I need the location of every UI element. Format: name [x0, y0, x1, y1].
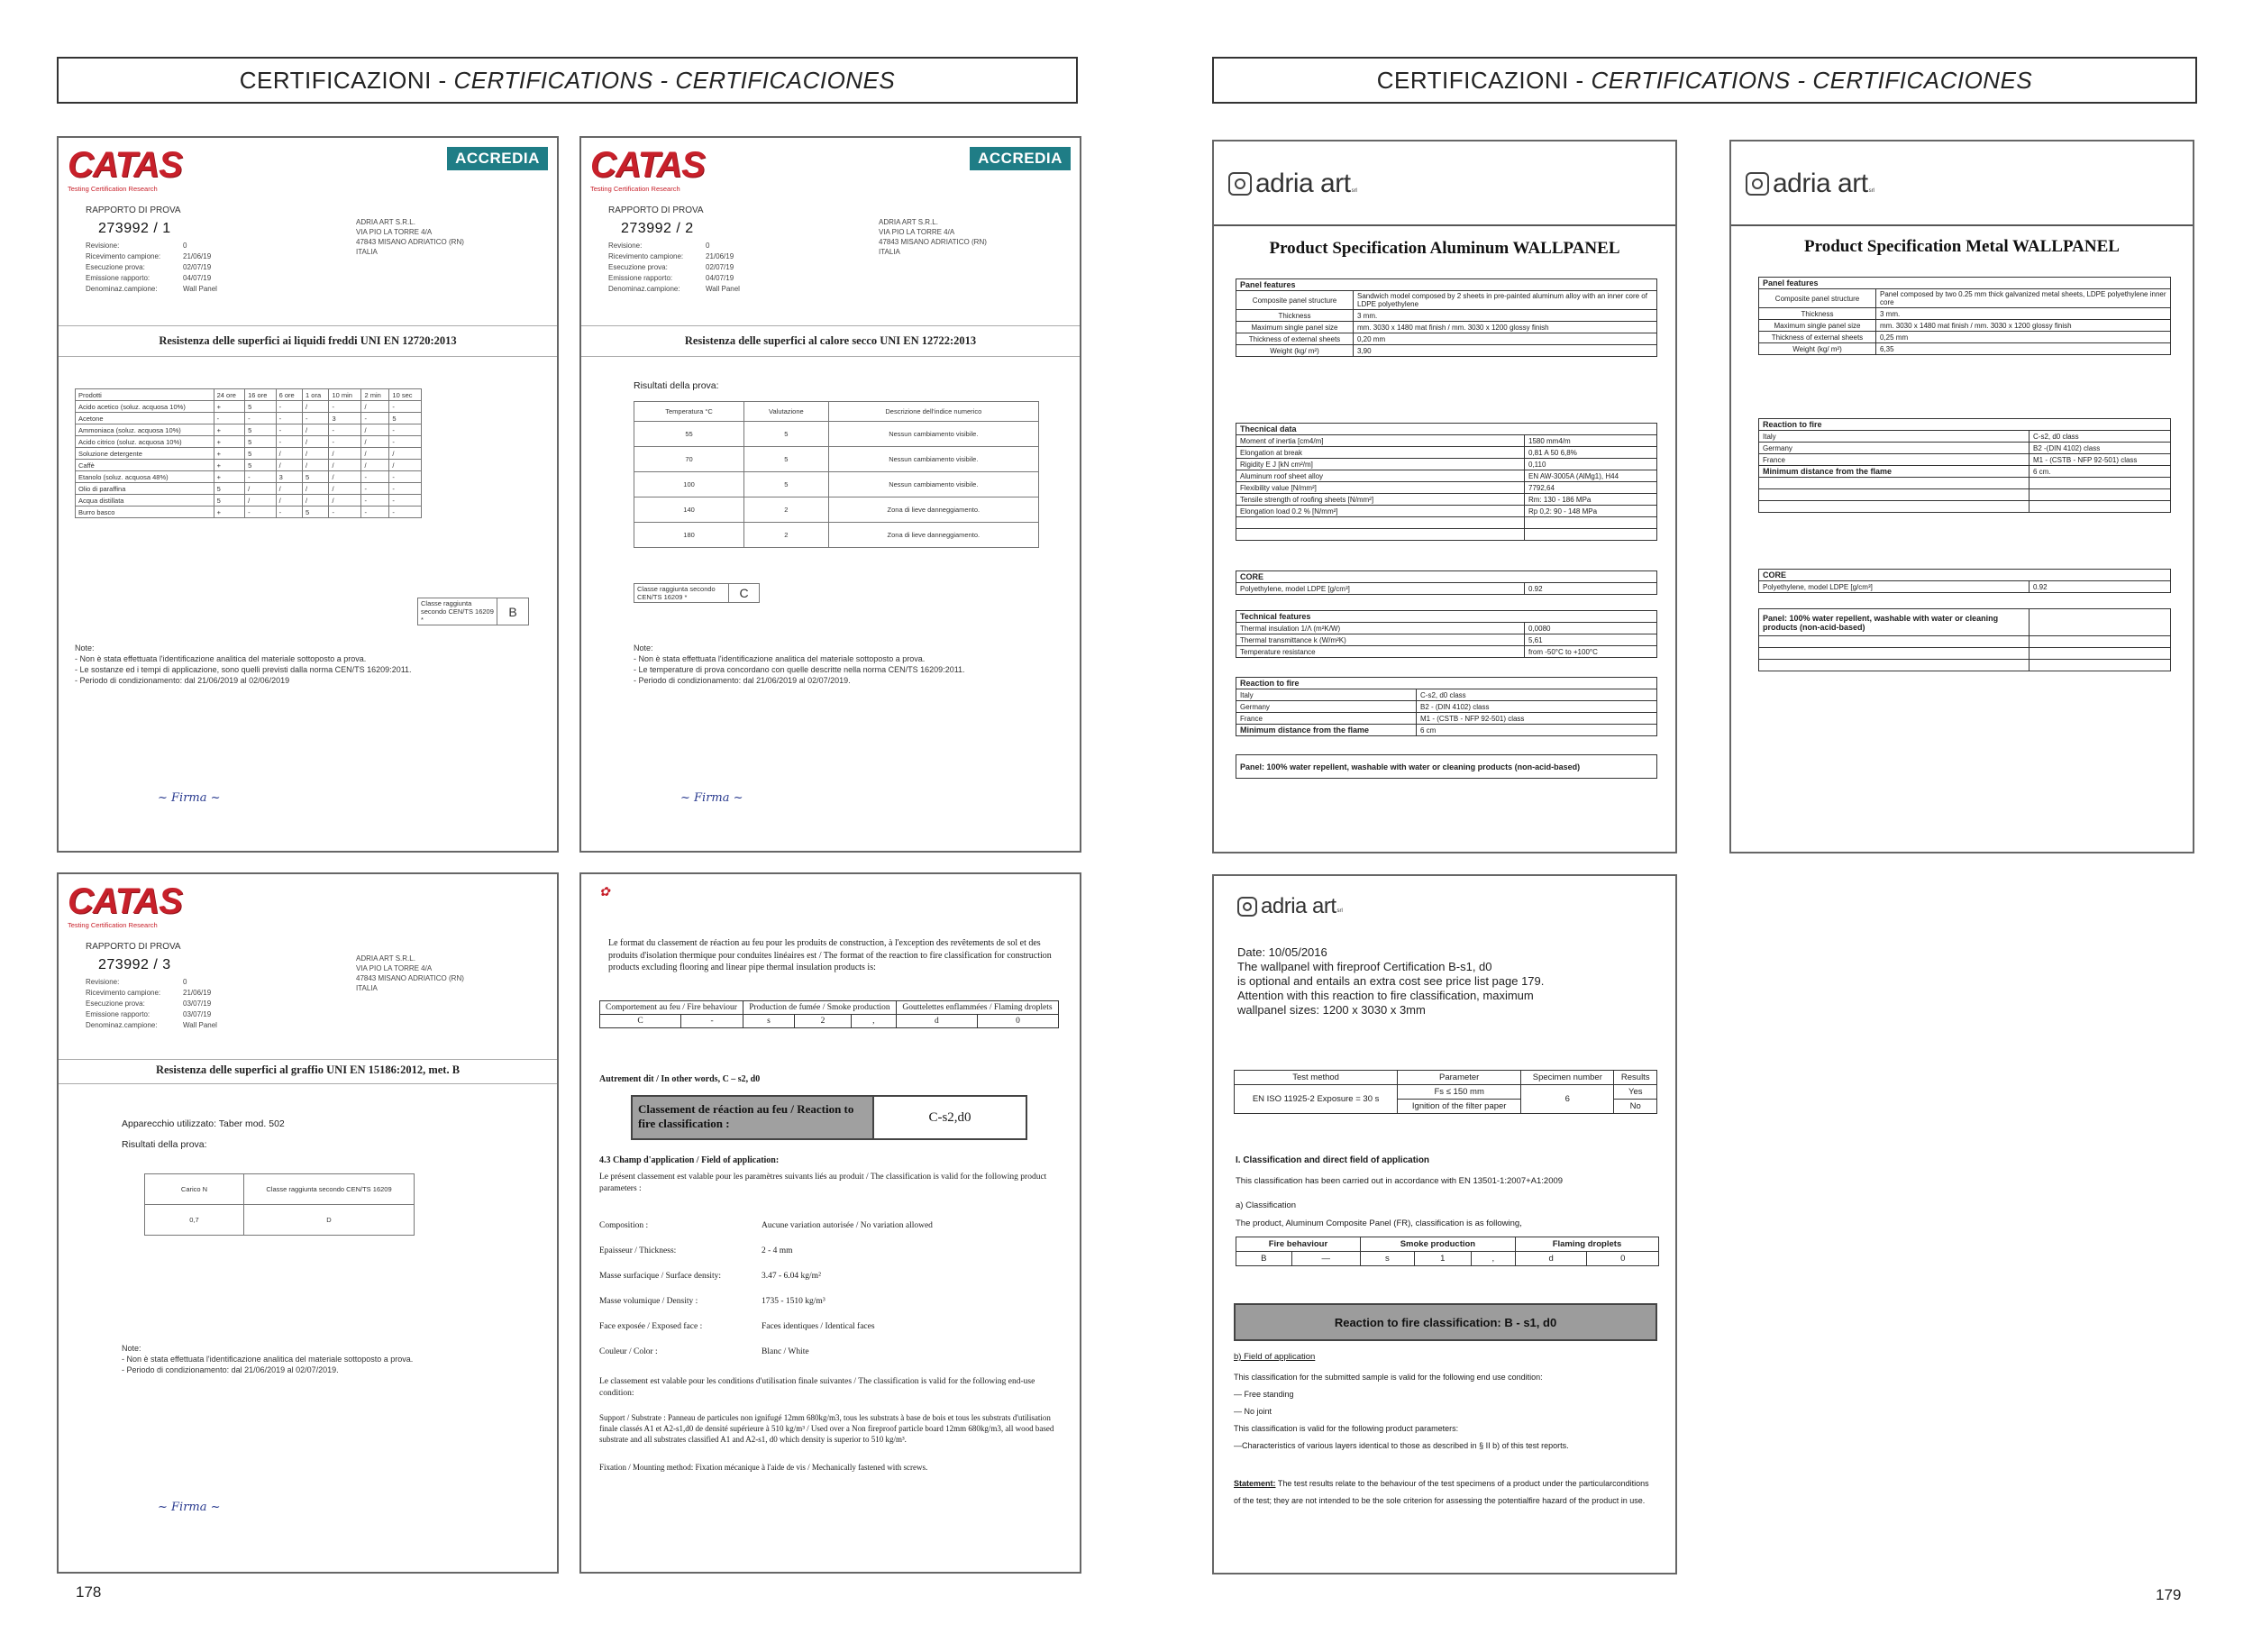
table-row: Germany B2 - (DIN 4102) class [1236, 701, 1657, 713]
table-row: Thickness 3 mm. [1236, 310, 1657, 322]
report-title: Resistenza delle superfici al graffio UNI EN 15186:2012, met. B [155, 1063, 461, 1076]
banner-plain: CERTIFICAZIONI - [239, 66, 447, 94]
accredia-logo: ACCREDIA [970, 147, 1071, 170]
table-row: Composite panel structure Panel composed by two 0.25 mm thick galvanized metal sheets, LDPE polyethylene inner core [1759, 289, 2171, 308]
catas-report-1 [57, 136, 559, 853]
table-row: Weight (kg/ m²) 6,35 [1759, 343, 2171, 355]
apparatus: Apparecchio utilizzato: Taber mod. 502 [122, 1118, 285, 1129]
table-row: Acqua distillata 5 / / / / - - [76, 495, 422, 507]
notes: Note: - Non è stata effettuata l'identificazione analitica del materiale sottoposto a prova. - Le temperature di prova concordano con quelle descritte nella norma CEN/TS 16209:2011. - Periodo di condizionamento: dal 21/06/2019 al 02/07/2019. [634, 643, 965, 686]
certifications-banner-right [1212, 57, 2197, 104]
table-row: France M1 - (CSTB - NFP 92-501) class [1236, 713, 1657, 725]
table-row: Minimum distance from the flame 6 cm [1236, 725, 1657, 736]
report-number: 273992 / 3 [98, 957, 171, 972]
notes: Note: - Non è stata effettuata l'identificazione analitica del materiale sottoposto a prova. - Le sostanze ed i tempi di applicazione, sono quelli previsti dalla norma CEN/TS 16209:2011. - Periodo di condizionamento: dal 21/06/2019 al 02/06/2019 [75, 643, 412, 686]
catas-logo: CATAS [590, 145, 705, 185]
banner-plain: CERTIFICAZIONI - [1376, 66, 1584, 94]
table-row: Burro basco + - - 5 - - - [76, 507, 422, 518]
panel-note-table: Panel: 100% water repellent, washable with water or cleaning products (non-acid-based) [1236, 754, 1657, 779]
table-row: Flexibility value [N/mm²] 7792,64 [1236, 482, 1657, 494]
client-address: ADRIA ART S.R.L. VIA PIO LA TORRE 4/A 47843 MISANO ADRIATICO (RN) ITALIA [356, 954, 464, 992]
statement: Statement: The test results relate to the behaviour of the test specimens of a product under the particularconditions of the test; they are not intended to be the sole criterion for assessing the potentialfire hazard of the product in use. [1234, 1479, 1649, 1505]
table-row: Temperature resistance from -50°C to +100°C [1236, 646, 1657, 658]
table-row: Ignition of the filter paper No [1235, 1100, 1657, 1114]
table-row: Soluzione detergente + 5 / / / / / [76, 448, 422, 460]
table-row: Thermal insulation 1/Λ (m²K/W) 0,0080 [1236, 623, 1657, 634]
catas-logo: CATAS [68, 881, 182, 921]
report-info: RAPPORTO DI PROVA 273992 / 1 Revisione: 0 Ricevimento campione: 21/06/19 Esecuzione prova: 02/07/19 Emissione rapporto: 04/07/19 Denominaz.campione: Wall Panel [86, 205, 275, 295]
table-row: Acetone - - - - 3 - 5 [76, 413, 422, 424]
adria-metal-spec [1729, 140, 2194, 853]
table-row: 180 2 Zona di lieve danneggiamento. [634, 523, 1039, 548]
signature: ~ Firma ~ [158, 1501, 221, 1514]
catas-report-3 [57, 872, 559, 1574]
adria-art-logo: adria art srl [1746, 169, 1874, 199]
panel-note-table: Panel: 100% water repellent, washable with water or cleaning products (non-acid-based) [1758, 608, 2171, 671]
table-row: 140 2 Zona di lieve danneggiamento. [634, 497, 1039, 523]
classification-value-box: C-s2,d0 [874, 1095, 1027, 1140]
catas-tagline: Testing Certification Research [68, 185, 158, 193]
fireproof-note: Date: 10/05/2016 The wallpanel with fireproof Certification B-s1, d0 is optional and entails an extra cost see price list page 179. Attention with this reaction to fire classification, maximum wallpanel sizes: 1200 x 3030 x 3mm [1237, 945, 1545, 1017]
table-row: 70 5 Nessun cambiamento visibile. [634, 447, 1039, 472]
table-row: Maximum single panel size mm. 3030 x 1480 mat finish / mm. 3030 x 1200 glossy finish [1236, 322, 1657, 333]
core-table: CORE Polyethylene, model LDPE [g/cm³] 0.92 [1236, 570, 1657, 595]
report-title: Resistenza delle superfici al calore secco UNI EN 12722:2013 [684, 334, 977, 347]
report-number: 273992 / 2 [621, 221, 694, 236]
heat-table: Temperatura °C Valutazione Descrizione dell'indice numerico 55 5 Nessun cambiamento visibile. 70 5 Nessun cambiamento visibile. 100 5 Nessun cambiamento visibile. 140 2 Zona di lieve danneggiamento. 180 2 Zona di lieve danneggiamento. [634, 401, 1039, 548]
cstb-logo: ✿ [599, 886, 610, 899]
table-row: Olio di paraffina 5 / / / / - - [76, 483, 422, 495]
reaction-to-fire-table: Reaction to fire Italy C-s2, d0 class Germany B2 - (DIN 4102) class France M1 - (CSTB - NFP 92-501) class Minimum distance from the flame 6 cm [1236, 677, 1657, 736]
classification-label-box: Classement de réaction au feu / Reaction to fire classification : [631, 1095, 874, 1140]
table-row: Aluminum roof sheet alloy EN AW-3005A (AlMg1), H44 [1236, 470, 1657, 482]
accredia-logo: ACCREDIA [447, 147, 548, 170]
adria-aluminum-spec [1212, 140, 1677, 853]
table-row: 0,7 D [145, 1205, 415, 1236]
reaction-to-fire-table: Reaction to fire Italy C-s2, d0 class Germany B2 -(DIN 4102) class France M1 - (CSTB - NFP 92-501) class Minimum distance from the flame 6 cm. [1758, 418, 2171, 513]
report-title: Resistenza delle superfici ai liquidi freddi UNI EN 12720:2013 [159, 334, 457, 347]
test-method-table: Test method Parameter Specimen number Results EN ISO 11925-2 Exposure = 30 s Fs ≤ 150 mm 6 Yes Ignition of the filter paper No [1234, 1070, 1657, 1114]
client-address: ADRIA ART S.R.L. VIA PIO LA TORRE 4/A 47843 MISANO ADRIATICO (RN) ITALIA [879, 218, 987, 256]
report-number: 273992 / 1 [98, 221, 171, 236]
classification-table: Fire behaviour Smoke production Flaming droplets B — s 1 , d 0 [1236, 1237, 1659, 1266]
signature: ~ Firma ~ [158, 791, 221, 805]
page-number-left: 178 [76, 1584, 102, 1601]
catas-tagline: Testing Certification Research [68, 921, 158, 929]
table-row: Polyethylene, model LDPE [g/cm³] 0.92 [1759, 581, 2171, 593]
table-row: Acido citrico (soluz. acquosa 10%) + 5 - / - / - [76, 436, 422, 448]
table-row: France M1 - (CSTB - NFP 92-501) class [1759, 454, 2171, 466]
table-row: 100 5 Nessun cambiamento visibile. [634, 472, 1039, 497]
table-row: Etanolo (soluz. acquosa 48%) + - 3 5 / - - [76, 471, 422, 483]
liquids-table: Prodotti 24 ore 16 ore 6 ore 1 ora 10 min 2 min 10 sec Acido acetico (soluz. acquosa 10%) + 5 - / - / - Acetone - - - - 3 - 5 Ammoniaca (soluz. acquosa 10%) + 5 - / - / - Acido citrico (soluz. acquosa 10%) + 5 - / - / - Soluzione detergente + 5 / / / / / Caffè + 5 / / / / / Etanolo (soluz. acquosa 48%) + - 3 5 / - - Olio di paraffina 5 / / / / - - Acqua distillata 5 / / / / - - Burro basco + - - 5 - - - [75, 388, 422, 518]
classification-standard: This classification has been carried out in accordance with EN 13501-1:2007+A1:2009 [1236, 1176, 1564, 1186]
report-info: RAPPORTO DI PROVA 273992 / 3 Revisione: 0 Ricevimento campione: 21/06/19 Esecuzione prova: 03/07/19 Emissione rapporto: 03/07/19 Denominaz.campione: Wall Panel [86, 942, 275, 1031]
catas-report-2 [579, 136, 1081, 853]
adria-art-logo: adria art srl [1228, 169, 1357, 199]
banner-italic: CERTIFICATIONS - CERTIFICACIONES [453, 66, 896, 94]
core-table: CORE Polyethylene, model LDPE [g/cm³] 0.92 [1758, 569, 2171, 593]
adria-art-logo: adria art srl [1237, 894, 1343, 919]
table-row: Italy C-s2, d0 class [1236, 689, 1657, 701]
catas-header [68, 147, 548, 201]
reaction-classification-box: Reaction to fire classification: B - s1, d0 [1234, 1303, 1657, 1341]
field-title: 4.3 Champ d'application / Field of application: [599, 1155, 780, 1165]
class-box: Classe raggiunta secondo CEN/TS 16209 * B [417, 598, 529, 625]
table-row: Weight (kg/ m²) 3,90 [1236, 345, 1657, 357]
classification-label: a) Classification [1236, 1200, 1297, 1210]
table-row: Moment of inertia [cm4/m] 1580 mm4/m [1236, 435, 1657, 447]
certifications-banner-left [57, 57, 1078, 104]
adria-mark-icon [1228, 172, 1252, 196]
technical-features-table: Technical features Thermal insulation 1/Λ (m²K/W) 0,0080 Thermal transmittance k (W/m²K) 5,61 Temperature resistance from -50°C to +100°C [1236, 610, 1657, 658]
notes: Note: - Non è stata effettuata l'identificazione analitica del materiale sottoposto a prova. - Periodo di condizionamento: dal 21/06/2019 al 02/07/2019. [122, 1344, 414, 1375]
classification-text: The product, Aluminum Composite Panel (FR), classification is as following, [1236, 1218, 1522, 1228]
field-lines: This classification for the submitted sample is valid for the following end use condition: — Free standing — No joint This classification is valid for the following product parameters: —Characteristics of various layers identical to those as described in § II b) of this test reports. [1234, 1373, 1569, 1450]
table-row: Rigidity E J [kN cm²/m] 0,110 [1236, 459, 1657, 470]
field-text: Le présent classement est valable pour les paramètres suivants liés au produit / The classification is valid for the following product parameters : [599, 1173, 1047, 1193]
table-row: Thermal transmittance k (W/m²K) 5,61 [1236, 634, 1657, 646]
spec-title: Product Specification Metal WALLPANEL [1804, 237, 2120, 256]
table-row: Thickness of external sheets 0,25 mm [1759, 332, 2171, 343]
section-title: I. Classification and direct field of application [1236, 1155, 1430, 1165]
support-text: Support / Substrate : Panneau de particules non ignifugé 12mm 680kg/m3, tous les substrats à base de bois et tous les substrats d'utilisation finale classés A1 et A2-s1,d0 de densité supérieure à 510 kg/m³ / Used over a Non fireproof particle board 12mm 680kg/m3, all wood based substrate and all substrates classified A1 and A2-s1, d0 which density is superior to 510 kg/m³. [599, 1413, 1054, 1445]
other-words: Autrement dit / In other words, C – s2, d0 [599, 1074, 761, 1084]
table-row: Elongation load 0.2 % [N/mm²] Rp 0,2: 90 - 148 MPa [1236, 506, 1657, 517]
client-address: ADRIA ART S.R.L. VIA PIO LA TORRE 4/A 47843 MISANO ADRIATICO (RN) ITALIA [356, 218, 464, 256]
table-row: Acido acetico (soluz. acquosa 10%) + 5 - / - / - [76, 401, 422, 413]
table-row: EN ISO 11925-2 Exposure = 30 s Fs ≤ 150 mm 6 Yes [1235, 1085, 1657, 1100]
table-row: Italy C-s2, d0 class [1759, 431, 2171, 443]
classification-format-table: Comportement au feu / Fire behaviour Production de fumée / Smoke production Gouttelettes enflammées / Flaming droplets C - s 2 , d 0 [599, 1000, 1059, 1028]
adria-fireproof-certificate [1212, 874, 1677, 1574]
panel-features-table: Panel features Composite panel structure Panel composed by two 0.25 mm thick galvanized metal sheets, LDPE polyethylene inner core Thickness 3 mm. Maximum single panel size mm. 3030 x 1480 mat finish / mm. 3030 x 1200 glossy finish Thickness of external sheets 0,25 mm Weight (kg/ m²) 6,35 [1758, 277, 2171, 355]
class-box: Classe raggiunta secondo CEN/TS 16209 * C [634, 583, 760, 603]
table-row: Polyethylene, model LDPE [g/cm³] 0.92 [1236, 583, 1657, 595]
table-row: Composite panel structure Sandwich model composed by 2 sheets in pre-painted aluminum alloy with an inner core of LDPE polyethylene [1236, 291, 1657, 310]
table-row: Minimum distance from the flame 6 cm. [1759, 466, 2171, 478]
table-row: 55 5 Nessun cambiamento visibile. [634, 422, 1039, 447]
table-row: Caffè + 5 / / / / / [76, 460, 422, 471]
catas-header [590, 147, 1071, 201]
table-row: C - s 2 , d 0 [600, 1015, 1059, 1028]
french-classification-report [579, 872, 1081, 1574]
report-label: RAPPORTO DI PROVA [86, 205, 181, 215]
scratch-table: Carico N Classe raggiunta secondo CEN/TS 16209 0,7 D [144, 1173, 415, 1236]
page-number-right: 179 [2156, 1586, 2182, 1603]
panel-features-table: Panel features Composite panel structure Sandwich model composed by 2 sheets in pre-painted aluminum alloy with an inner core of LDPE polyethylene Thickness 3 mm. Maximum single panel size mm. 3030 x 1480 mat finish / mm. 3030 x 1200 glossy finish Thickness of external sheets 0,20 mm Weight (kg/ m²) 3,90 [1236, 278, 1657, 357]
banner-italic: CERTIFICATIONS - CERTIFICACIONES [1591, 66, 2033, 94]
field-label: b) Field of application [1234, 1352, 1316, 1362]
signature: ~ Firma ~ [680, 791, 743, 805]
adria-mark-icon [1237, 897, 1257, 917]
table-row: Elongation at break 0,81 A 50 6,8% [1236, 447, 1657, 459]
results-label: Risultati della prova: [634, 380, 719, 391]
results-label: Risultati della prova: [122, 1139, 207, 1150]
table-row: Thickness 3 mm. [1759, 308, 2171, 320]
table-row: Tensile strength of roofing sheets [N/mm²] Rm: 130 - 186 MPa [1236, 494, 1657, 506]
catas-tagline: Testing Certification Research [590, 185, 680, 193]
table-row: Thickness of external sheets 0,20 mm [1236, 333, 1657, 345]
parameters-list: Composition : Aucune variation autorisée / No variation allowed Epaisseur / Thickness: 2 - 4 mm Masse surfacique / Surface density: 3.47 - 6.04 kg/m² Masse volumique / Density : 1735 - 1510 kg/m³ Face exposée / Exposed face : Faces identiques / Identical faces Couleur / Color : Blanc / White [599, 1221, 933, 1356]
intro-text: Le format du classement de réaction au feu pour les produits de construction, à l'exception des revêtements de sol et des produits d'isolation thermique pour conduites linéaires est / The format of the reaction to fire classification for construction products excluding flooring and linear pipe thermal insulation products is: [608, 938, 1052, 972]
adria-mark-icon [1746, 172, 1769, 196]
technical-data-table: Thecnical data Moment of inertia [cm4/m] 1580 mm4/m Elongation at break 0,81 A 50 6,8% Rigidity E J [kN cm²/m] 0,110 Aluminum roof sheet alloy EN AW-3005A (AlMg1), H44 Flexibility value [N/mm²] 7792,64 Tensile strength of roofing sheets [N/mm²] Rm: 130 - 186 MPa Elongation load 0.2 % [N/mm²] Rp 0,2: 90 - 148 MPa [1236, 423, 1657, 541]
table-row: B — s 1 , d 0 [1236, 1252, 1659, 1266]
table-row: Germany B2 -(DIN 4102) class [1759, 443, 2171, 454]
catas-header [68, 883, 548, 937]
catas-logo: CATAS [68, 145, 182, 185]
table-row: Maximum single panel size mm. 3030 x 1480 mat finish / mm. 3030 x 1200 glossy finish [1759, 320, 2171, 332]
end-use-text: Le classement est valable pour les conditions d'utilisation finale suivantes / The classification is valid for the following end-use condition: [599, 1377, 1035, 1398]
table-row: Ammoniaca (soluz. acquosa 10%) + 5 - / - / - [76, 424, 422, 436]
report-info: RAPPORTO DI PROVA 273992 / 2 Revisione: 0 Ricevimento campione: 21/06/19 Esecuzione prova: 02/07/19 Emissione rapporto: 04/07/19 Denominaz.campione: Wall Panel [608, 205, 798, 295]
fixation-text: Fixation / Mounting method: Fixation mécanique à l'aide de vis / Mechanically fastened with screws. [599, 1463, 928, 1472]
spec-title: Product Specification Aluminum WALLPANEL [1269, 239, 1620, 258]
